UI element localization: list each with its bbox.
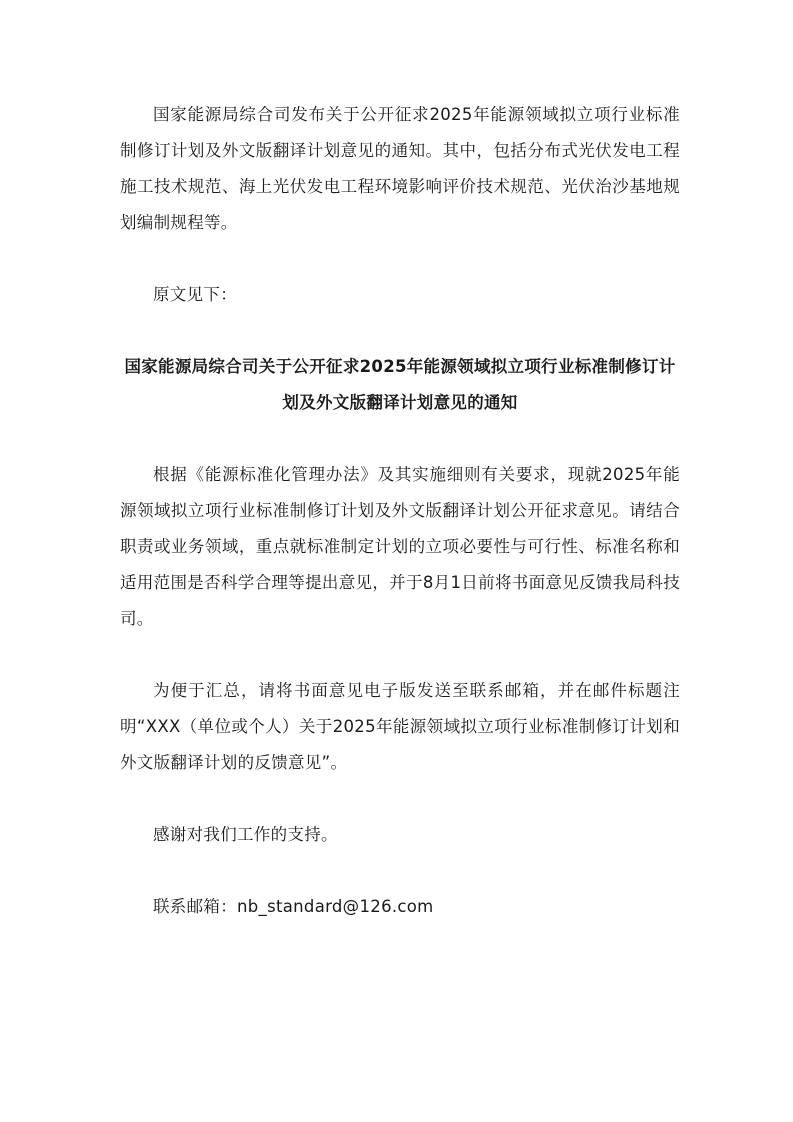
contact-email-paragraph: 联系邮箱：nb_standard@126.com bbox=[153, 897, 434, 916]
thanks-paragraph: 感谢对我们工作的支持。 bbox=[153, 825, 338, 844]
document-body bbox=[120, 97, 680, 925]
body-paragraph-1: 根据《能源标准化管理办法》及其实施细则有关要求，现就2025年能源领域拟立项行业标准制修订计划及外文版翻译计划公开征求意见。请结合职责或业务领域，重点就标准制定计划的立项必要性与可行性、标准名称和适用范围是否科学合理等提出意见，并于8月1日前将书面意见反馈我局科技司。 bbox=[120, 465, 680, 628]
body-paragraph-2: 为便于汇总，请将书面意见电子版发送至联系邮箱，并在邮件标题注明“XXX（单位或个人）关于2025年能源领域拟立项行业标准制修订计划和外文版翻译计划的反馈意见”。 bbox=[120, 681, 680, 772]
notice-title: 国家能源局综合司关于公开征求2025年能源领域拟立项行业标准制修订计划及外文版翻译计划意见的通知 bbox=[124, 357, 676, 412]
intro-paragraph: 国家能源局综合司发布关于公开征求2025年能源领域拟立项行业标准制修订计划及外文版翻译计划意见的通知。其中，包括分布式光伏发电工程施工技术规范、海上光伏发电工程环境影响评价技术规范、光伏治沙基地规划编制规程等。 bbox=[120, 105, 680, 232]
see-original-paragraph: 原文见下： bbox=[153, 285, 237, 304]
